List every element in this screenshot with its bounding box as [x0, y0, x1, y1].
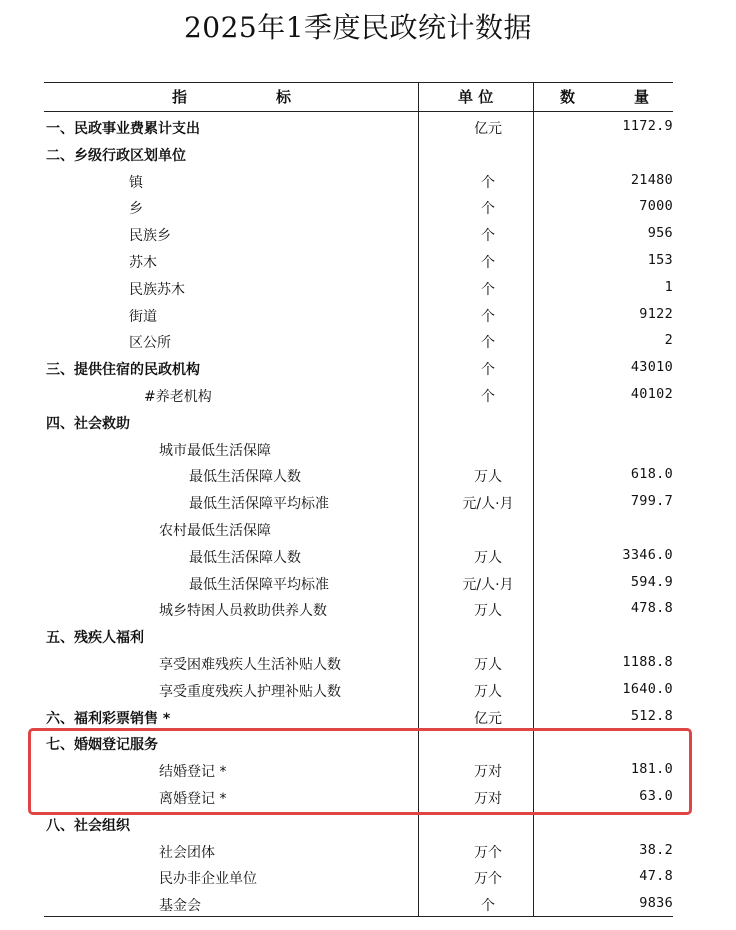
row-unit: 个 [481, 308, 495, 325]
row-value: 181.0 [630, 761, 673, 778]
row-unit: 万人 [474, 603, 502, 620]
table-row [44, 891, 673, 917]
row-label: 最低生活保障平均标准 [189, 576, 329, 593]
row-label: 结婚登记 * [159, 764, 227, 781]
row-value: 3346.0 [622, 546, 673, 563]
row-label: 镇 [129, 174, 143, 191]
row-unit: 个 [481, 281, 495, 298]
row-unit: 个 [481, 174, 495, 191]
table-row [44, 570, 673, 596]
header-indicator-char2: 标 [276, 88, 292, 106]
table-row [44, 221, 673, 247]
table-row [44, 194, 673, 220]
row-label: 六、福利彩票销售 * [46, 710, 171, 727]
row-value: 47.8 [639, 868, 673, 885]
table-row [44, 596, 673, 622]
row-label: 四、社会救助 [46, 415, 130, 432]
header-unit: 单 位 [458, 88, 494, 106]
table-row [44, 677, 673, 703]
row-unit: 个 [481, 228, 495, 245]
row-label: 城乡特困人员救助供养人数 [159, 603, 327, 620]
table-row [44, 838, 673, 864]
row-label: 社会团体 [159, 844, 215, 861]
row-unit: 个 [481, 898, 495, 915]
table-row [44, 248, 673, 274]
row-label: 七、婚姻登记服务 [46, 737, 158, 754]
table-row [44, 543, 673, 569]
header-quantity-char1: 数 [560, 88, 576, 106]
row-unit: 万人 [474, 469, 502, 486]
row-label: 最低生活保障平均标准 [189, 496, 329, 513]
row-value: 7000 [639, 198, 673, 215]
page-title: 2025年1季度民政统计数据 [183, 11, 533, 44]
row-value: 1640.0 [622, 680, 673, 697]
table-row [44, 328, 673, 354]
row-label: 乡 [129, 201, 143, 218]
row-unit: 元/人·月 [462, 576, 514, 593]
row-label: 二、乡级行政区划单位 [46, 147, 186, 164]
table-row [44, 864, 673, 890]
row-unit: 个 [481, 201, 495, 218]
row-unit: 个 [481, 335, 495, 352]
row-value: 9836 [639, 895, 673, 912]
row-unit: 万个 [474, 871, 502, 888]
row-label: 享受困难残疾人生活补贴人数 [159, 657, 341, 673]
row-label: 五、残疾人福利 [46, 630, 144, 647]
row-value: 594.9 [630, 573, 673, 590]
row-value: 21480 [630, 171, 673, 188]
table-row [44, 114, 673, 140]
row-label: 苏木 [129, 255, 157, 271]
table-row [44, 302, 673, 328]
row-value: 43010 [630, 359, 673, 376]
row-unit: 万对 [474, 764, 502, 781]
row-label: 三、提供住宿的民政机构 [46, 362, 200, 379]
header-bottom-rule [44, 111, 673, 112]
row-value: 2 [664, 332, 673, 349]
table-top-rule [44, 82, 673, 83]
row-value: 1188.8 [622, 654, 673, 670]
row-value: 956 [647, 225, 673, 242]
row-label: 城市最低生活保障 [159, 442, 271, 459]
row-label: 农村最低生活保障 [159, 523, 271, 539]
table-row [44, 168, 673, 194]
row-value: 9122 [639, 305, 673, 322]
table-row [44, 489, 673, 515]
row-value: 40102 [630, 386, 673, 402]
row-value: 1 [664, 278, 673, 295]
row-unit: 万个 [474, 844, 502, 861]
row-unit: 万人 [474, 549, 502, 566]
row-label: 民族乡 [129, 228, 171, 245]
table-row [44, 462, 673, 488]
header-indicator-char1: 指 [172, 88, 188, 106]
row-label: 民办非企业单位 [159, 871, 257, 888]
table-row [44, 141, 673, 167]
table-row [44, 436, 673, 462]
row-value: 512.8 [630, 707, 673, 724]
row-label: 八、社会组织 [46, 817, 130, 834]
row-value: 618.0 [630, 466, 673, 483]
row-unit: 万人 [474, 683, 502, 700]
header-quantity-char2: 量 [634, 88, 650, 106]
row-label: 离婚登记 * [159, 791, 227, 807]
row-value: 799.7 [630, 493, 673, 510]
row-unit: 万对 [474, 791, 502, 807]
row-value: 478.8 [630, 600, 673, 617]
row-value: 153 [647, 252, 673, 268]
row-unit: 个 [481, 255, 495, 271]
row-unit: 亿元 [474, 121, 502, 137]
row-value: 38.2 [639, 841, 673, 858]
row-unit: 亿元 [474, 710, 502, 727]
row-label: 民族苏木 [129, 281, 185, 298]
table-row [44, 382, 673, 408]
highlight-box [28, 728, 692, 815]
row-value: 63.0 [639, 788, 673, 804]
table-row [44, 623, 673, 649]
row-unit: 个 [481, 362, 495, 379]
table-row [44, 704, 673, 730]
row-unit: 元/人·月 [462, 496, 514, 513]
row-label: 享受重度残疾人护理补贴人数 [159, 683, 341, 700]
row-label: #养老机构 [144, 389, 212, 405]
table-row [44, 516, 673, 542]
table-row [44, 275, 673, 301]
table-row [44, 355, 673, 381]
row-unit: 万人 [474, 657, 502, 673]
row-label: 街道 [129, 308, 157, 325]
table-row [44, 650, 673, 676]
row-label: 基金会 [159, 898, 201, 915]
row-value: 1172.9 [622, 118, 673, 134]
table-row [44, 409, 673, 435]
row-unit: 个 [481, 389, 495, 405]
row-label: 一、民政事业费累计支出 [46, 121, 200, 137]
row-label: 最低生活保障人数 [189, 469, 301, 486]
row-label: 区公所 [129, 335, 171, 352]
row-label: 最低生活保障人数 [189, 549, 301, 566]
